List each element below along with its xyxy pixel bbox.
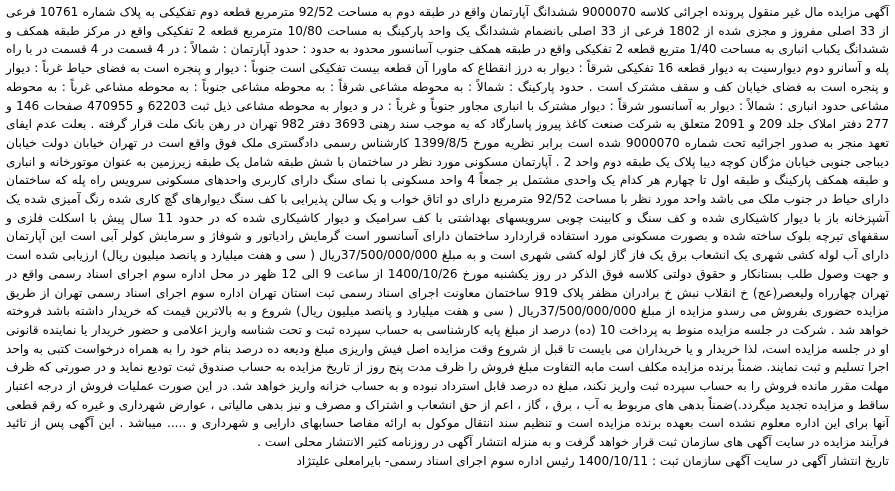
notice-footer: تاریخ انتشار آگهی در سایت آگهی سازمان ثبت : 1400/10/11 رئیس اداره سوم اجرای اسناد رسمی- بایرامعلی علیتژاد xyxy=(296,453,889,468)
notice-body: آگهی مزایده مال غیر منقول پرونده اجرائی کلاسه 9000070 ششدانگ آپارتمان واقع در طبقه دوم به مساحت 92/52 مترمربع قطعه دوم تفکیکی به پلاک شماره 10761 فرعی از 33 اصلی مفروز و مجزی شده از 1802 فرعی از 33 اصلی بانضمام ششدانگ یک واحد پارکینگ به مساحت 10/80 مترمربع قطعه 2 تفکیکی واقع در مرکز طبقه همکف و ششدانگ یکباب انباری به مساحت 1/40 متربع قطعه 2 تفکیکی واقع در طبقه همکف جنوب آسانسور محدود به حدود : حدود آپارتمان : شمالاً : در 4 قسمت در 4 قسمت در با راه پله و آسانرو دوم دیوارسیت به دیوار قطعه 16 تفکیکی شرقاً : دیوار به درز انقطاع که ماورا آن قطعه بیست تفکیکی است جنوباً : دیوار و پنجره است به فضای حیاط غرباً : دیوار و پنجره است به فضای خیابان کف و سقف مشترک است . حدود پارکینگ : شمالاً : به محوطه مشاعی شرقاً : به محوطه مشاعی جنوباً : به محوطه مشاعی غرباً : به محوطه مشاعی حدود انباری : شمالاً : دیوار به آسانسور شرقاً : دیوار مشترک با انباری مجاور جنوباً و غرباً : در و دیوار به محوطه مشاعی ذیل ثبت 62203 و 470955 صفحات 146 و 277 دفتر املاک جلد 209 و 2091 متعلق به شرکت صنعت کاغذ پیروز پاسارگاد که به موجب سند رهنی 3693 دفتر 982 تهران در رهن بانک ملت قرار گرفته . بعلت عدم ایفای تعهد منجر به صدور اجرائیه تحت شماره 9000070 شده است برابر نظریه مورخ 1399/8/5 کارشناس رسمی دادگستری ملک فوق واقع است در تهران خیابان دولت خیابان دیباجی جنوبی خیابان مژگان کوچه دیبا پلاک یک طبقه دوم واحد 2 . آپارتمان مسکونی مورد نظر در ساختمان با شش طبقه شامل یک طبقه زیرزمین به عنوان موتورخانه و انباری و طبقه همکف پارکینگ و طبقه اول تا چهارم هر کدام یک واحدی مشتمل بر جمعاً 4 واحد مسکونی با نمای سنگ دارای کاربری واحدهای مسکونی سرویس راه پله که ساختمان دارای حیاط در جنوب ملک می باشد واحد مورد نظر با مساحت 92/52 مترمربع دارای دو اتاق خواب و یک سالن پذیرایی با کف سنگ دیوارهای گچ کاری شده رنگ آمیزی شده یک آشپزخانه باز با دیوار کاشیکاری شده و کف سنگ و کابینت چوبی سرویسهای بهداشتی با کف سرامیک و دیوار کاشیکاری شده که در حدود 11 سال پیش با اسکلت فلزی و سقفهای تیرچه بلوک ساخته شده و بصورت مسکونی مورد استفاده قراردارد ساختمان دارای آسانسور است گرمایش رادیاتور و شوفاژ و سرمایش کولر آبی است این آپارتمان دارای آب لوله کشی شهری یک انشعاب برق یک فاز گاز لوله کشی شهری است و به مبلغ 37/500/000/000ریال ( سی و هفت میلیارد و پانصد میلیون ریال) ارزیابی شده است و جهت وصول طلب بستانکار و حقوق دولتی کلاسه فوق الذکر در روز یکشنبه مورخ 1400/10/26 از ساعت 9 الی 12 ظهر در محل اداره سوم اجرای اسناد رسمی واقع در تهران چهارراه ولیعصر(عج) خ انقلاب نبش خ برادران مظفر پلاک 919 ساختمان معاونت اجرای اسناد رسمی ثبت استان تهران اداره سوم اجرای اسناد رسمی تهران از طریق مزایده حضوری بفروش می رسدو مزایده از مبلغ 37/500/000/000ریال ( سی و هفت میلیارد و پانصد میلیون ریال) شروع و به بالاترین قیمت که خریدار داشته باشد فروخته خواهد شد . شرکت در جلسه مزایده منوط به پرداخت 10 (ده) درصد از مبلغ پایه کارشناسی به حساب سپرده ثبت و تحت شناسه واریز اعلامی و حضور خریدار یا نماینده قانونی او در جلسه مزایده است، لذا خریدار و یا خریداران می بایست تا قبل از شروع وقت مزایده اصل فیش واریزی مبلغ ودیعه ده درصد بنام خود را به همراه درخواست کتبی به واحد اجرا تسلیم و ثبت نمایند. ضمناً برنده مزایده مکلف است مابه التفاوت مبلغ فروش را ظرف مدت پنج روز از تاریخ مزایده به حساب صندوق ثبت تودیع نماید و در صورتی که ظرف مهلت مقرر مانده فروش را به حساب سپرده ثبت واریز نکند، مبلغ ده درصد قابل استرداد نبوده و به حساب خزانه واریز خواهد شد. در این صورت عملیات فروش از درجه اعتبار ساقط و مزایده تجدید میگردد.)ضمناً بدهی های مربوط به آب ، برق ، گاز ، اعم از حق انشعاب و اشتراک و مصرف و نیز بدهی مالیاتی ، عوارض شهرداری و غیره که رقم قطعی آنها برای این اداره معلوم نشده است بعهده برنده مزایده است و تنظیم سند انتقال موکول به ارائه مفاصا حسابهای دارایی و شهرداری و ..... میباشد . این آگهی پس از تائید فرآیند مزایده در سایت آگهی های سازمان ثبت قرار خواهد گرفت و به منزله انتشار آگهی در روزنامه کثیر الانتشار محلی است . xyxy=(6,5,889,450)
